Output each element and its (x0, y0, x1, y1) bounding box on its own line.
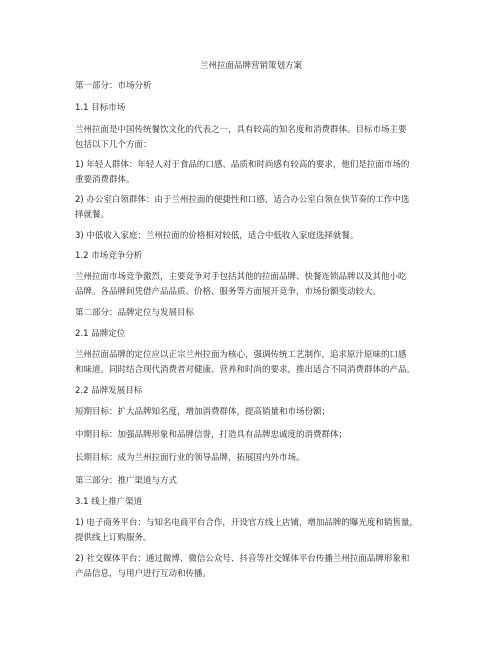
section-heading: 第三部分：推广渠道与方式 (75, 476, 178, 486)
paragraph-line: 中期目标：加强品牌形象和品牌信誉，打造具有品牌忠诚度的消费群体； (75, 430, 348, 440)
section-heading: 第一部分：市场分析 (75, 81, 152, 91)
list-item-line: 产品信息，与用户进行互动和传播。 (75, 569, 212, 579)
subsection-heading: 3.1 线上推广渠道 (75, 497, 143, 507)
paragraph-line: 长期目标：成为兰州拉面行业的领导品牌，拓展国内外市场。 (75, 453, 305, 463)
paragraph-line: 短期目标：扩大品牌知名度，增加消费群体，提高销量和市场份额； (75, 407, 331, 417)
list-item-line: 1) 电子商务平台：与知名电商平台合作，开设官方线上店铺，增加品牌的曝光度和销售量， (75, 518, 418, 528)
subsection-heading: 2.1 品牌定位 (75, 329, 126, 339)
paragraph-line: 和味道。同时结合现代消费者对健康、营养和时尚的要求，推出适合不同消费群体的产品。 (75, 365, 416, 375)
list-item-line: 3) 中低收入家庭：兰州拉面的价格相对较低，适合中低收入家庭选择就餐。 (75, 231, 359, 241)
list-item-line: 提供线上订购服务。 (75, 533, 152, 543)
subsection-heading: 1.2 市场竞争分析 (75, 251, 143, 261)
document-title: 兰州拉面品牌营销策划方案 (199, 61, 302, 71)
list-item-line: 2) 社交媒体平台：通过微博、微信公众号、抖音等社交媒体平台传播兰州拉面品牌形象和 (75, 554, 410, 564)
paragraph-line: 包括以下几个方面： (75, 140, 152, 150)
list-item-line: 重要消费群体。 (75, 175, 135, 185)
paragraph-line: 品牌。各品牌间凭借产品品质、价格、服务等方面展开竞争，市场份额变动较大。 (75, 287, 382, 297)
subsection-heading: 2.2 品牌发展目标 (75, 386, 143, 396)
list-item-line: 2) 办公室白领群体：由于兰州拉面的便捷性和口感，适合办公室白领在快节奏的工作中选 (75, 195, 410, 205)
list-item-line: 1) 年轻人群体：年轻人对于食品的口感、品质和时尚感有较高的要求，他们是拉面市场的 (75, 160, 410, 170)
paragraph-line: 兰州拉面是中国传统餐饮文化的代表之一，具有较高的知名度和消费群体。目标市场主要 (75, 125, 407, 135)
list-item-line: 择就餐。 (75, 210, 110, 220)
paragraph-line: 兰州拉面市场竞争激烈，主要竞争对手包括其他的拉面品牌、快餐连锁品牌以及其他小吃 (75, 272, 407, 282)
section-heading: 第二部分：品牌定位与发展目标 (75, 308, 195, 318)
paragraph-line: 兰州拉面品牌的定位应以正宗兰州拉面为核心，强调传统工艺制作，追求原汁原味的口感 (75, 350, 407, 360)
subsection-heading: 1.1 目标市场 (75, 103, 126, 113)
